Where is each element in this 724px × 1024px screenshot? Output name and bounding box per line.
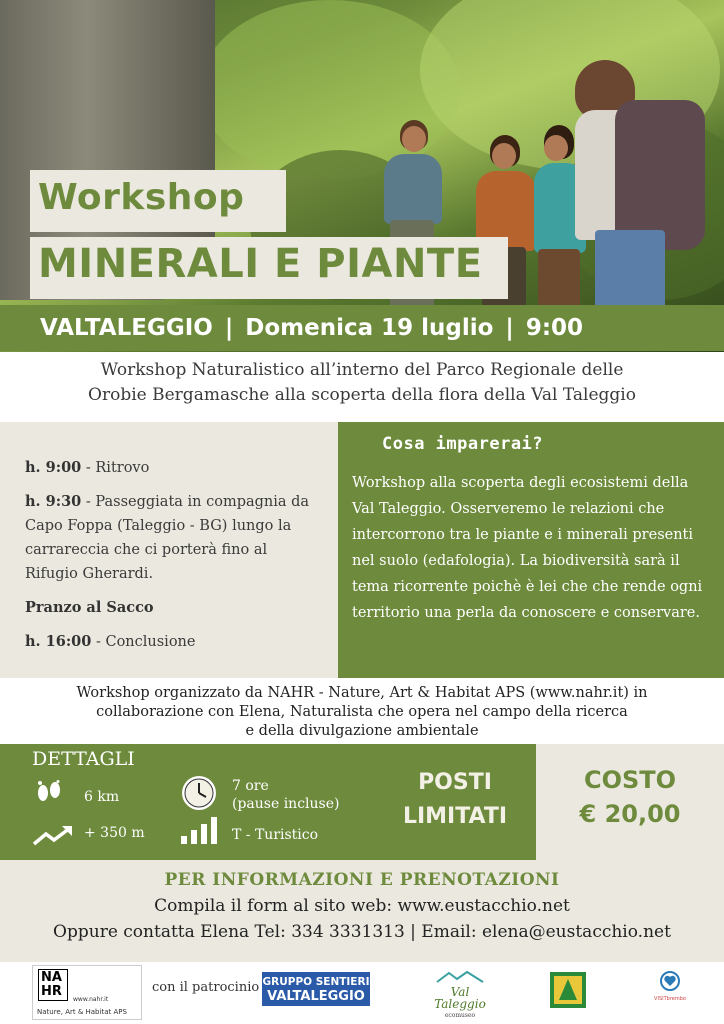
clock-icon xyxy=(180,774,218,812)
signal-bars-icon xyxy=(180,816,220,844)
patrocinio-label: con il patrocinio xyxy=(152,980,260,995)
difficulty-value: T - Turistico xyxy=(232,827,319,843)
duration-value: 7 ore (pause incluse) xyxy=(232,778,340,812)
cost-value: € 20,00 xyxy=(579,800,681,828)
schedule-item: Pranzo al Sacco xyxy=(25,599,154,616)
program-schedule xyxy=(0,422,338,678)
schedule-item: h. 9:00 - Ritrovo xyxy=(25,459,150,476)
distance-value: 6 km xyxy=(84,789,120,805)
val-taleggio-ecomuseo-logo: Val Taleggio ecomuseo xyxy=(430,970,490,1014)
footprints-icon xyxy=(34,780,64,806)
intro-line: Orobie Bergamasche alla scoperta della flora della Val Taleggio xyxy=(88,385,636,405)
gruppo-sentieri-logo: GRUPPO SENTIERI VALTALEGGIO xyxy=(262,972,370,1006)
nahr-logo: NA HR www.nahr.it Nature, Art & Habitat APS xyxy=(32,965,142,1020)
event-time: 9:00 xyxy=(525,315,584,341)
details-title: DETTAGLI xyxy=(32,748,135,770)
details-panel xyxy=(0,744,536,860)
elevation-value: + 350 m xyxy=(84,825,145,841)
learn-text: Workshop alla scoperta degli ecosistemi della Val Taleggio. Osserveremo le relazioni che intercorrono tra le piante e i minerali presenti nel suolo (edafologia). La biodiversità sarà il tema ricorrente poichè è lei che che rende ogni territorio una perla da conoscere e conservare. xyxy=(352,475,703,621)
info-contact[interactable]: Oppure contatta Elena Tel: 334 3331313 | Email: elena@eustacchio.net xyxy=(53,922,671,942)
cost-label: COSTO xyxy=(583,766,677,794)
learn-title: Cosa imparerai? xyxy=(382,434,544,454)
organizer-text xyxy=(0,684,724,741)
visitbrembo-logo: VISITbrembo xyxy=(652,970,688,1014)
event-date: Domenica 19 luglio xyxy=(245,315,494,341)
event-place: VALTALEGGIO xyxy=(40,315,213,341)
organizer-line: e della divulgazione ambientale xyxy=(245,723,479,739)
heart-icon xyxy=(659,970,681,992)
schedule-item: h. 16:00 - Conclusione xyxy=(25,633,196,650)
cost-box xyxy=(536,744,724,860)
trend-up-icon xyxy=(32,824,74,846)
hero-photo xyxy=(0,0,724,352)
info-section xyxy=(0,860,724,962)
mountain-icon xyxy=(435,970,485,984)
organizer-line: collaborazione con Elena, Naturalista che opera nel campo della ricerca xyxy=(96,704,628,720)
info-heading: PER INFORMAZIONI E PRENOTAZIONI xyxy=(164,870,560,890)
organizer-line: Workshop organizzato da NAHR - Nature, Art & Habitat APS (www.nahr.it) in xyxy=(76,685,648,701)
intro-line: Workshop Naturalistico all’interno del Parco Regionale delle xyxy=(100,360,624,380)
banner-separator: | xyxy=(224,315,234,341)
workshop-title: MINERALI E PIANTE xyxy=(38,241,483,287)
banner-separator: | xyxy=(505,315,514,341)
learn-section xyxy=(338,422,724,678)
limited-seats-label: POSTI LIMITATI xyxy=(402,770,508,829)
schedule-item: h. 9:30 - Passeggiata in compagnia da Capo Foppa (Taleggio - BG) lungo la carrareccia che ci porterà fino al Rifugio Gherardi. xyxy=(25,493,310,582)
event-banner xyxy=(0,305,724,351)
intro-text xyxy=(0,358,724,408)
info-website[interactable]: Compila il form al sito web: www.eustacchio.net xyxy=(154,896,570,916)
sponsor-logos xyxy=(0,962,724,1024)
park-crest-icon xyxy=(548,970,588,1010)
workshop-label: Workshop xyxy=(38,177,245,218)
